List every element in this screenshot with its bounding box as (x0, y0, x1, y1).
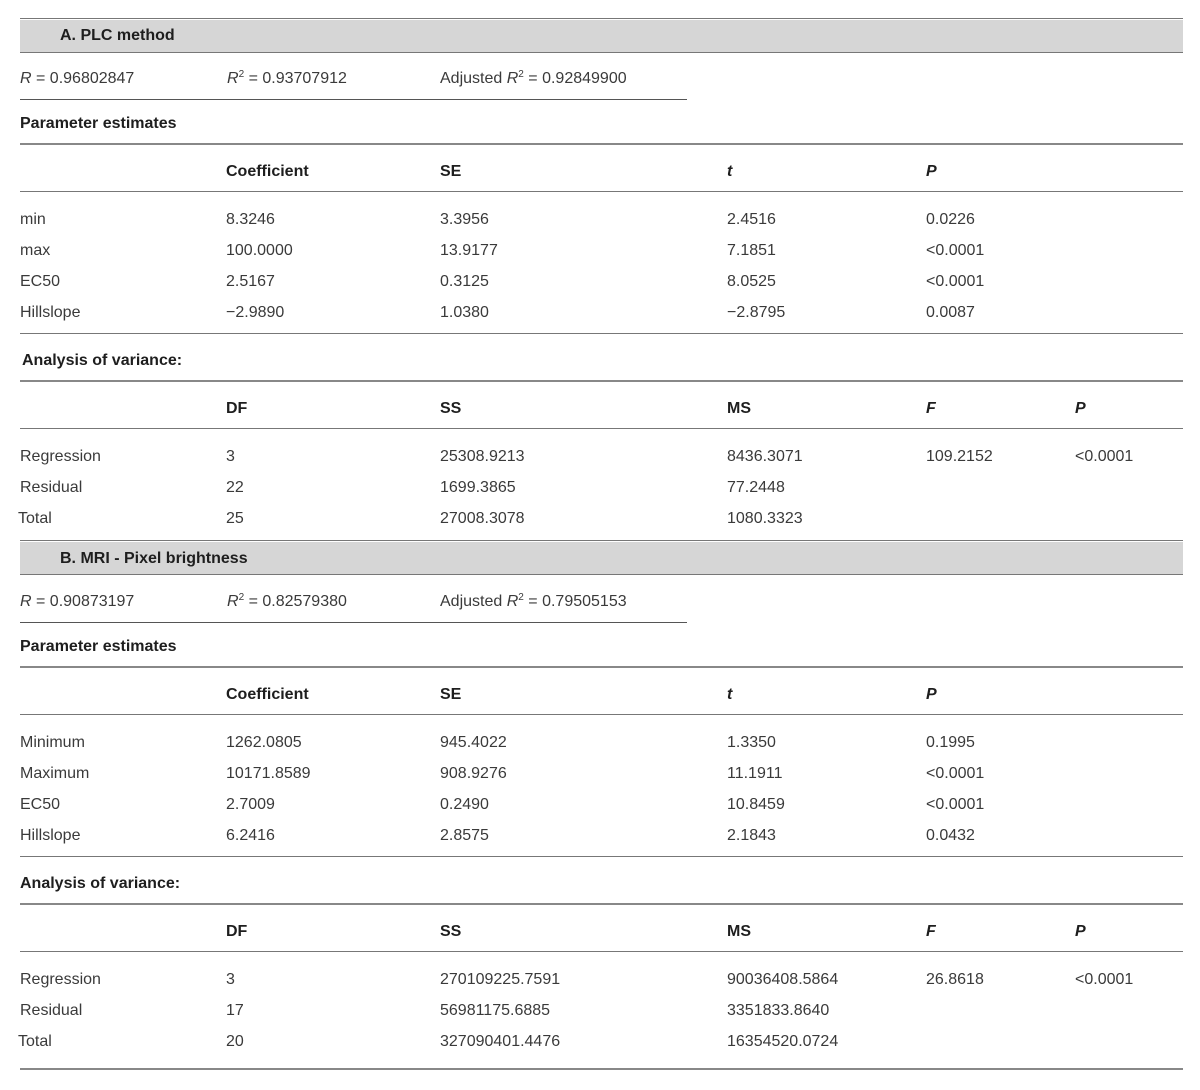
section-a-param-top-rule (20, 143, 1183, 145)
r2-symbol: R (227, 70, 239, 87)
t-cell: 11.1911 (727, 765, 783, 782)
section-a-title: A. PLC method (60, 27, 175, 44)
row-name: Hillslope (20, 827, 81, 844)
r-value: = 0.96802847 (31, 70, 135, 87)
ss-cell: 270109225.7591 (440, 971, 561, 988)
row-name: Hillslope (20, 304, 81, 321)
coef-cell: 6.2416 (226, 827, 275, 844)
coef-cell: −2.9890 (226, 304, 285, 321)
p-cell: 0.0087 (926, 304, 975, 321)
section-b-anova-header-p: P (1075, 923, 1086, 940)
section-a-r-stat (20, 69, 134, 89)
row-name: Total (18, 1033, 52, 1050)
df-cell: 25 (226, 510, 244, 527)
coef-cell: 8.3246 (226, 211, 275, 228)
t-cell: 2.4516 (727, 211, 776, 228)
section-a-anova-header-rule (20, 428, 1183, 429)
r2-value: = 0.82579380 (244, 593, 347, 610)
adj-prefix: Adjusted (440, 593, 507, 610)
section-b-param-header-rule (20, 714, 1183, 715)
row-name: Total (18, 510, 52, 527)
section-a-anova-top-rule (20, 380, 1183, 382)
section-b-anova-header-rule (20, 951, 1183, 952)
se-cell: 1.0380 (440, 304, 489, 321)
section-a-adj-r2-stat (440, 69, 627, 89)
ss-cell: 1699.3865 (440, 479, 516, 496)
ss-cell: 327090401.4476 (440, 1033, 561, 1050)
t-cell: 2.1843 (727, 827, 776, 844)
section-a-title-rule (20, 52, 1183, 53)
section-b-anova-title: Analysis of variance: (20, 875, 181, 892)
ms-cell: 8436.3071 (727, 448, 803, 465)
section-b-param-header-se: SE (440, 686, 462, 703)
row-name: max (20, 242, 51, 259)
adj-r2-exponent: 2 (518, 69, 524, 80)
section-a-anova-header-df: DF (226, 400, 248, 417)
section-a-fit-rule (20, 99, 687, 100)
r2-exponent: 2 (238, 592, 245, 603)
p-cell: 0.0226 (926, 211, 975, 228)
row-name: min (20, 211, 46, 228)
section-b-param-header-coefficient: Coefficient (226, 686, 309, 703)
section-b-param-bottom-rule (20, 856, 1183, 857)
section-b-anova-header-f: F (926, 923, 936, 940)
df-cell: 3 (226, 448, 235, 465)
r2-symbol: R (227, 593, 239, 610)
p-cell: <0.0001 (926, 273, 985, 290)
row-name: Maximum (20, 765, 90, 782)
p-cell: <0.0001 (926, 765, 985, 782)
adj-r2-exponent: 2 (518, 592, 524, 603)
top-rule (20, 18, 1183, 19)
p-cell: <0.0001 (926, 796, 985, 813)
ms-cell: 90036408.5864 (727, 971, 839, 988)
row-name: Regression (20, 971, 101, 988)
section-b-param-title: Parameter estimates (20, 638, 177, 655)
row-name: Residual (20, 1002, 83, 1019)
section-b-anova-header-ss: SS (440, 923, 462, 940)
t-cell: 8.0525 (727, 273, 776, 290)
adj-prefix: Adjusted (440, 70, 507, 87)
ms-cell: 3351833.8640 (727, 1002, 830, 1019)
f-cell: 26.8618 (926, 971, 984, 988)
t-cell: 10.8459 (727, 796, 785, 813)
section-b-anova-header-df: DF (226, 923, 248, 940)
p-cell: <0.0001 (1075, 448, 1134, 465)
p-cell: 0.1995 (926, 734, 975, 751)
section-a-param-header-coefficient: Coefficient (226, 163, 309, 180)
r2-exponent: 2 (238, 69, 245, 80)
df-cell: 22 (226, 479, 244, 496)
coef-cell: 2.7009 (226, 796, 275, 813)
section-b-fit-rule (20, 622, 687, 623)
se-cell: 2.8575 (440, 827, 489, 844)
section-a-param-bottom-rule (20, 333, 1183, 334)
r-symbol: R (20, 70, 32, 87)
df-cell: 3 (226, 971, 235, 988)
r-value: = 0.90873197 (31, 593, 135, 610)
section-b-bottom-rule (20, 1068, 1183, 1070)
section-b-anova-top-rule (20, 903, 1183, 905)
t-cell: 7.1851 (727, 242, 776, 259)
section-a-param-header-se: SE (440, 163, 462, 180)
adj-r2-value: = 0.79505153 (523, 593, 627, 610)
section-a-anova-header-ss: SS (440, 400, 462, 417)
section-b-adj-r2-stat (440, 592, 627, 612)
p-cell: <0.0001 (1075, 971, 1134, 988)
section-a-r2-stat (227, 69, 347, 89)
section-b-r2-stat (227, 592, 347, 612)
section-a-param-header-p: P (926, 163, 937, 180)
coef-cell: 10171.8589 (226, 765, 311, 782)
se-cell: 13.9177 (440, 242, 498, 259)
row-name: Minimum (20, 734, 85, 751)
section-a-param-header-t: t (727, 163, 733, 180)
section-a-param-header-rule (20, 191, 1183, 192)
se-cell: 0.3125 (440, 273, 489, 290)
adj-r2-value: = 0.92849900 (523, 70, 627, 87)
ms-cell: 16354520.0724 (727, 1033, 839, 1050)
ms-cell: 77.2448 (727, 479, 785, 496)
se-cell: 908.9276 (440, 765, 507, 782)
r-symbol: R (20, 593, 32, 610)
adj-r2-symbol: R (506, 593, 519, 610)
section-a-anova-header-f: F (926, 400, 936, 417)
f-cell: 109.2152 (926, 448, 993, 465)
section-b-title: B. MRI - Pixel brightness (60, 550, 248, 567)
ss-cell: 25308.9213 (440, 448, 525, 465)
section-b-param-header-t: t (727, 686, 733, 703)
se-cell: 3.3956 (440, 211, 489, 228)
coef-cell: 100.0000 (226, 242, 293, 259)
ms-cell: 1080.3323 (727, 510, 803, 527)
section-b-param-top-rule (20, 666, 1183, 668)
df-cell: 20 (226, 1033, 244, 1050)
coef-cell: 2.5167 (226, 273, 275, 290)
t-cell: 1.3350 (727, 734, 776, 751)
section-b-param-header-p: P (926, 686, 937, 703)
p-cell: <0.0001 (926, 242, 985, 259)
t-cell: −2.8795 (727, 304, 786, 321)
ss-cell: 56981175.6885 (440, 1002, 551, 1019)
section-a-bottom-rule (20, 540, 1183, 541)
p-cell: 0.0432 (926, 827, 975, 844)
coef-cell: 1262.0805 (226, 734, 302, 751)
row-name: Regression (20, 448, 101, 465)
section-a-anova-title: Analysis of variance: (22, 352, 183, 369)
se-cell: 0.2490 (440, 796, 489, 813)
ss-cell: 27008.3078 (440, 510, 525, 527)
row-name: EC50 (20, 796, 61, 813)
adj-r2-symbol: R (506, 70, 519, 87)
section-a-anova-header-ms: MS (727, 400, 751, 417)
section-b-r-stat (20, 592, 134, 612)
df-cell: 17 (226, 1002, 244, 1019)
section-a-title-band (20, 20, 1183, 52)
section-a-param-title: Parameter estimates (20, 115, 177, 132)
se-cell: 945.4022 (440, 734, 507, 751)
section-b-title-rule (20, 574, 1183, 575)
r2-value: = 0.93707912 (244, 70, 347, 87)
section-b-anova-header-ms: MS (727, 923, 751, 940)
row-name: EC50 (20, 273, 61, 290)
row-name: Residual (20, 479, 83, 496)
section-a-anova-header-p: P (1075, 400, 1086, 417)
